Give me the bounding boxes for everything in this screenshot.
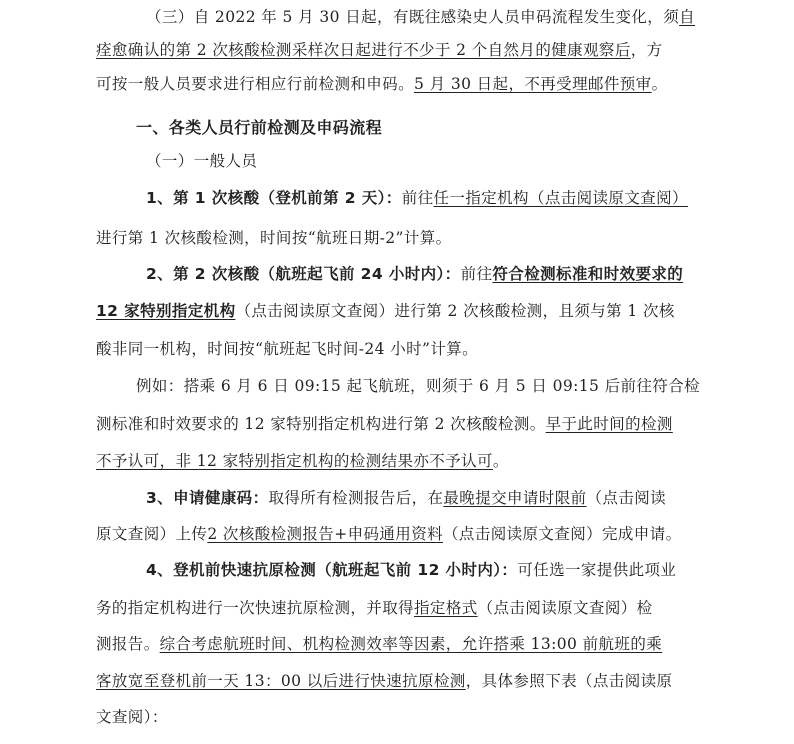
text-segment: （点击阅读原文查阅）进行第 2 次核酸检测，且须与第 1 次核 [235, 302, 675, 320]
text-line [0, 70, 794, 98]
text-segment: （一）一般人员 [146, 152, 258, 170]
underlined-text: 2 次核酸检测报告+申码通用资料 [207, 525, 443, 543]
text-segment: （点击阅读原文查阅）检 [477, 599, 653, 617]
text-line [0, 630, 794, 658]
underlined-text: 不予认可，非 12 家特别指定机构的检测结果亦不予认可 [96, 452, 493, 470]
text-line [0, 297, 794, 325]
text-segment: 测报告。 [96, 635, 160, 653]
text-segment: 文查阅）： [96, 708, 168, 726]
text-segment: 进行第 1 次核酸检测，时间按“航班日期-2”计算。 [96, 229, 452, 247]
text-line [0, 667, 794, 695]
bold-text: 一、各类人员行前检测及申码流程 [136, 118, 383, 137]
underlined-text: 早于此时间的检测 [545, 415, 673, 433]
text-line [0, 224, 794, 252]
text-segment: 前往 [401, 189, 434, 207]
bold-text: 1、第 1 次核酸（登机前第 2 天）： [146, 189, 402, 207]
text-segment: 务的指定机构进行一次快速抗原检测，并取得 [96, 599, 415, 617]
underlined-text: 5 月 30 日起，不再受理邮件预审 [414, 75, 652, 93]
underlined-text: 指定格式 [414, 599, 478, 617]
text-segment: 原文查阅）上传 [96, 525, 208, 543]
text-line [0, 3, 794, 31]
text-segment: ，方 [630, 41, 663, 59]
text-segment: （点击阅读 [586, 489, 667, 507]
text-line [0, 372, 794, 400]
underlined-text: 自 [679, 8, 696, 26]
text-line [0, 447, 794, 475]
underlined-text: 任一指定机构（点击阅读原文查阅） [433, 189, 688, 207]
text-segment: （点击阅读原文查阅）完成申请。 [443, 525, 682, 543]
underlined-text: 12 家特别指定机构 [96, 302, 236, 320]
text-segment: 可任选一家提供此项业 [517, 561, 677, 579]
text-line [0, 184, 794, 212]
text-line [0, 147, 794, 175]
bold-text: 2、第 2 次核酸（航班起飞前 24 小时内）： [146, 265, 461, 283]
text-segment: 取得所有检测报告后，在 [268, 489, 444, 507]
text-line [0, 703, 794, 731]
bold-text: 4、登机前快速抗原检测（航班起飞前 12 小时内）： [146, 561, 518, 579]
text-segment: ，具体参照下表（点击阅读原 [465, 672, 673, 690]
underlined-text: 符合检测标准和时效要求的 [492, 265, 684, 283]
text-segment: 。 [492, 452, 509, 470]
text-segment: 酸非同一机构，时间按“航班起飞时间-24 小时”计算。 [96, 340, 479, 358]
text-line [0, 36, 794, 64]
section-heading [0, 114, 794, 142]
text-line [0, 520, 794, 548]
underlined-text: 痊愈确认的第 2 次核酸检测采样次日起进行不少于 2 个自然月的健康观察后 [96, 41, 631, 59]
bold-text: 3、申请健康码： [146, 489, 269, 507]
text-line [0, 260, 794, 288]
text-segment: 。 [651, 75, 668, 93]
underlined-text: 综合考虑航班时间、机构检测效率等因素，允许搭乘 13:00 前航班的乘 [159, 635, 663, 653]
text-segment: 前往 [460, 265, 493, 283]
text-line [0, 594, 794, 622]
underlined-text: 客放宽至登机前一天 13：00 以后进行快速抗原检测 [96, 672, 466, 690]
text-line [0, 556, 794, 584]
text-segment: （三）自 2022 年 5 月 30 日起，有既往感染史人员申码流程发生变化，须 [146, 8, 680, 26]
text-line [0, 410, 794, 438]
underlined-text: 最晚提交申请时限前 [443, 489, 587, 507]
text-segment: 测标准和时效要求的 12 家特别指定机构进行第 2 次核酸检测。 [96, 415, 546, 433]
text-segment: 例如：搭乘 6 月 6 日 09:15 起飞航班，则须于 6 月 5 日 09:15 后前往符合检 [136, 377, 701, 395]
text-segment: 可按一般人员要求进行相应行前检测和申码。 [96, 75, 415, 93]
text-line [0, 335, 794, 363]
text-line [0, 484, 794, 512]
